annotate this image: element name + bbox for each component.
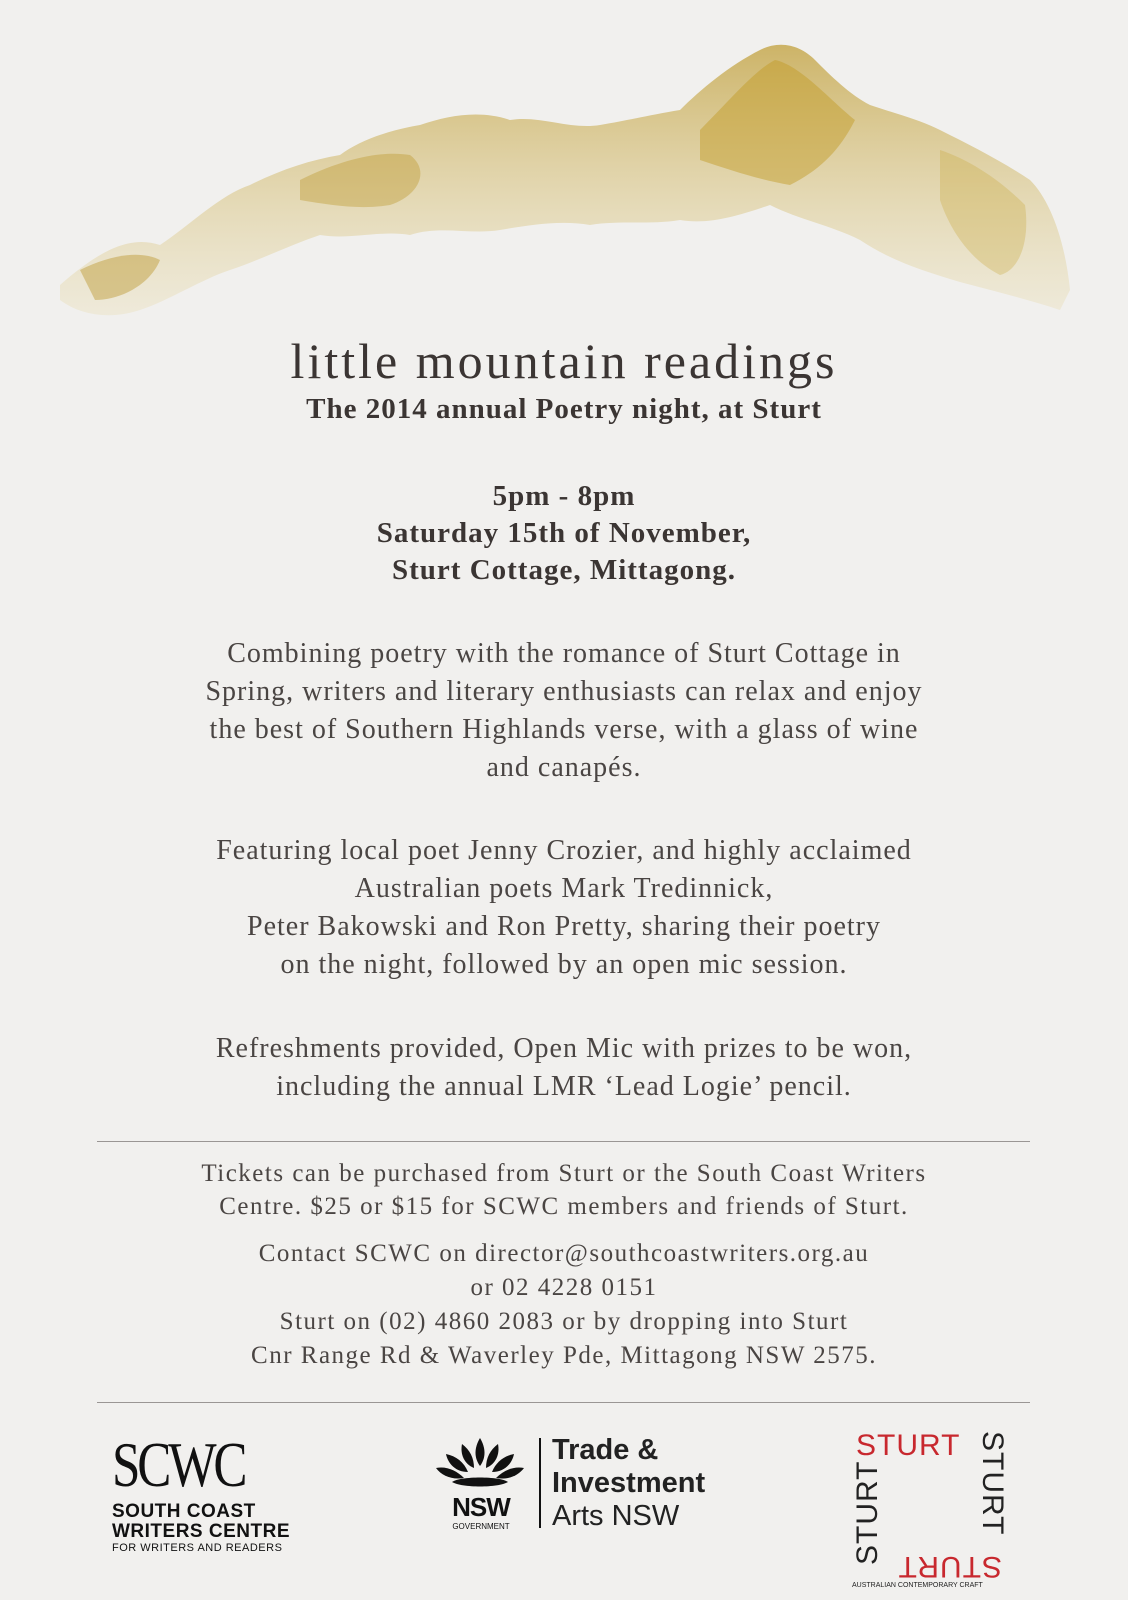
sturt-tagline: AUSTRALIAN CONTEMPORARY CRAFT [852,1582,983,1589]
logo-divider [539,1438,541,1528]
description-paragraph-1 [0,635,1128,787]
nsw-logo [430,1432,750,1542]
mountain-illustration [40,20,1100,340]
sturt-word-right: STURT [976,1431,1009,1536]
scwc-name-line2: WRITERS CENTRE [112,1521,290,1542]
scwc-tagline: FOR WRITERS AND READERS [112,1542,283,1554]
scwc-logo [112,1428,352,1578]
text-line: Refreshments provided, Open Mic with prizes to be won, [215,1033,913,1064]
sturt-phone-line: Sturt on (02) 4860 2083 or by dropping into Sturt [279,1308,849,1335]
scwc-mark: SCWC [112,1429,245,1500]
sturt-word-bottom: STURT [897,1550,1002,1583]
contact-email-line: Contact SCWC on director@southcoastwriters.org.au [258,1240,870,1267]
nsw-government-label: GOVERNMENT [452,1522,510,1531]
text-line: Australian poets Mark Tredinnick, [354,873,774,904]
text-line: the best of Southern Highlands verse, with a glass of wine [209,714,919,745]
text-line: Combining poetry with the romance of Sturt Cottage in [227,638,901,669]
nsw-wordmark: NSW [452,1492,510,1522]
description-paragraph-2 [0,832,1128,984]
event-venue: Sturt Cottage, Mittagong. [392,554,736,586]
divider [97,1141,1030,1142]
contact-info [0,1237,1128,1373]
nsw-line2: Investment [552,1467,706,1499]
divider [97,1402,1030,1403]
scwc-name-line1: SOUTH COAST [112,1501,256,1522]
text-line: on the night, followed by an open mic session. [280,949,848,980]
description-paragraph-3 [0,1030,1128,1106]
nsw-department-name [552,1434,705,1533]
text-line: Tickets can be purchased from Sturt or the South Coast Writers [201,1160,927,1187]
event-subtitle: The 2014 annual Poetry night, at Sturt [306,393,822,425]
ticket-info [0,1157,1128,1223]
sturt-word-left: STURT [851,1460,884,1565]
text-line: Featuring local poet Jenny Crozier, and highly acclaimed [216,835,912,866]
text-line: Centre. $25 or $15 for SCWC members and friends of Sturt. [219,1193,909,1220]
text-line: including the annual LMR ‘Lead Logie’ pencil. [276,1071,852,1102]
nsw-line3: Arts NSW [552,1500,680,1532]
event-date: Saturday 15th of November, [376,517,752,549]
event-details [0,478,1128,589]
address-line: Cnr Range Rd & Waverley Pde, Mittagong NSW 2575. [251,1342,877,1369]
event-time: 5pm - 8pm [492,480,636,512]
event-title: little mountain readings [290,333,838,389]
contact-phone-line: or 02 4228 0151 [470,1274,658,1301]
text-line: and canapés. [486,752,642,783]
nsw-line1: Trade & [552,1434,659,1466]
sturt-word-top: STURT [856,1429,961,1462]
text-line: Peter Bakowski and Ron Pretty, sharing their poetry [247,911,881,942]
text-line: Spring, writers and literary enthusiasts can relax and enjoy [205,676,923,707]
sturt-logo [850,1425,1010,1595]
